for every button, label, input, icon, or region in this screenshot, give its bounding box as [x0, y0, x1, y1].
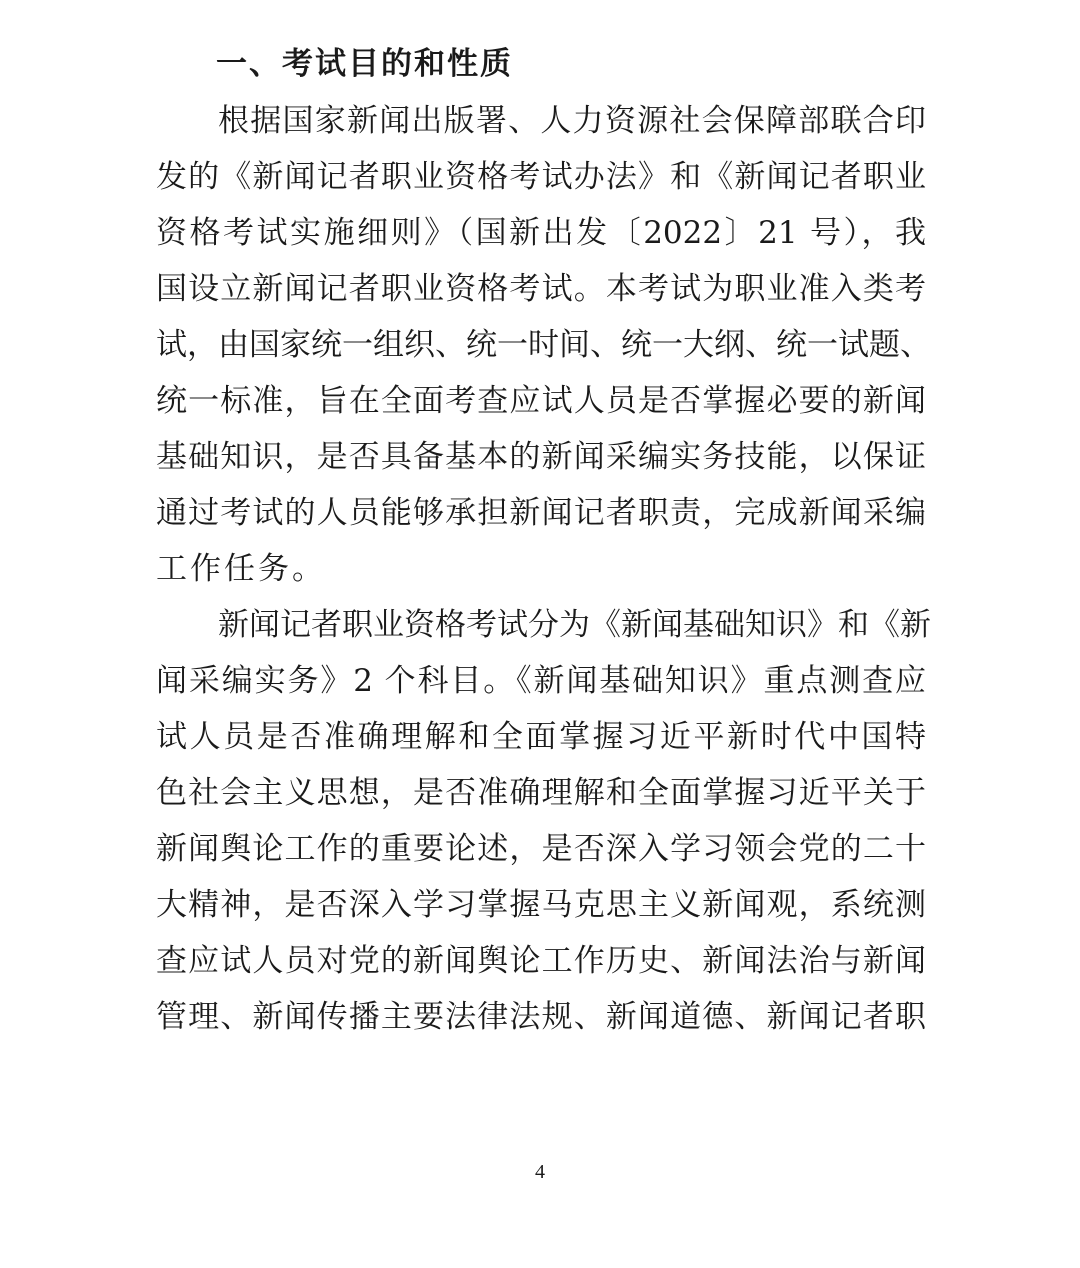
- paragraph-line: 查应试人员对党的新闻舆论工作历史、新闻法治与新闻: [156, 943, 926, 979]
- paragraph-line: 根据国家新闻出版署、人力资源社会保障部联合印: [218, 103, 926, 139]
- paragraph-line: 国设立新闻记者职业资格考试。本考试为职业准入类考: [156, 271, 926, 307]
- paragraph-line: 管理、新闻传播主要法律法规、新闻道德、新闻记者职: [156, 999, 926, 1035]
- paragraph-line: 闻采编实务》2 个科目。《新闻基础知识》重点测查应: [156, 663, 926, 699]
- page-number: 4: [535, 1161, 545, 1183]
- paragraph-line: 发的《新闻记者职业资格考试办法》和《新闻记者职业: [156, 159, 926, 195]
- paragraph-line: 基础知识，是否具备基本的新闻采编实务技能，以保证: [156, 439, 926, 475]
- paragraph-line: 新闻记者职业资格考试分为《新闻基础知识》和《新: [218, 607, 931, 643]
- paragraph-line: 资格考试实施细则》（国新出发〔2022〕21 号），我: [156, 215, 926, 251]
- paragraph-line: 统一标准，旨在全面考查应试人员是否掌握必要的新闻: [156, 383, 926, 419]
- paragraph-line: 试，由国家统一组织、统一时间、统一大纲、统一试题、: [156, 327, 931, 363]
- section-heading: 一、考试目的和性质: [216, 46, 513, 82]
- paragraph-line: 工作任务。: [156, 551, 326, 587]
- paragraph-line: 通过考试的人员能够承担新闻记者职责，完成新闻采编: [156, 495, 926, 531]
- paragraph-line: 大精神，是否深入学习掌握马克思主义新闻观，系统测: [156, 887, 926, 923]
- paragraph-line: 试人员是否准确理解和全面掌握习近平新时代中国特: [156, 719, 926, 755]
- paragraph-line: 色社会主义思想，是否准确理解和全面掌握习近平关于: [156, 775, 926, 811]
- paragraph-line: 新闻舆论工作的重要论述，是否深入学习领会党的二十: [156, 831, 926, 867]
